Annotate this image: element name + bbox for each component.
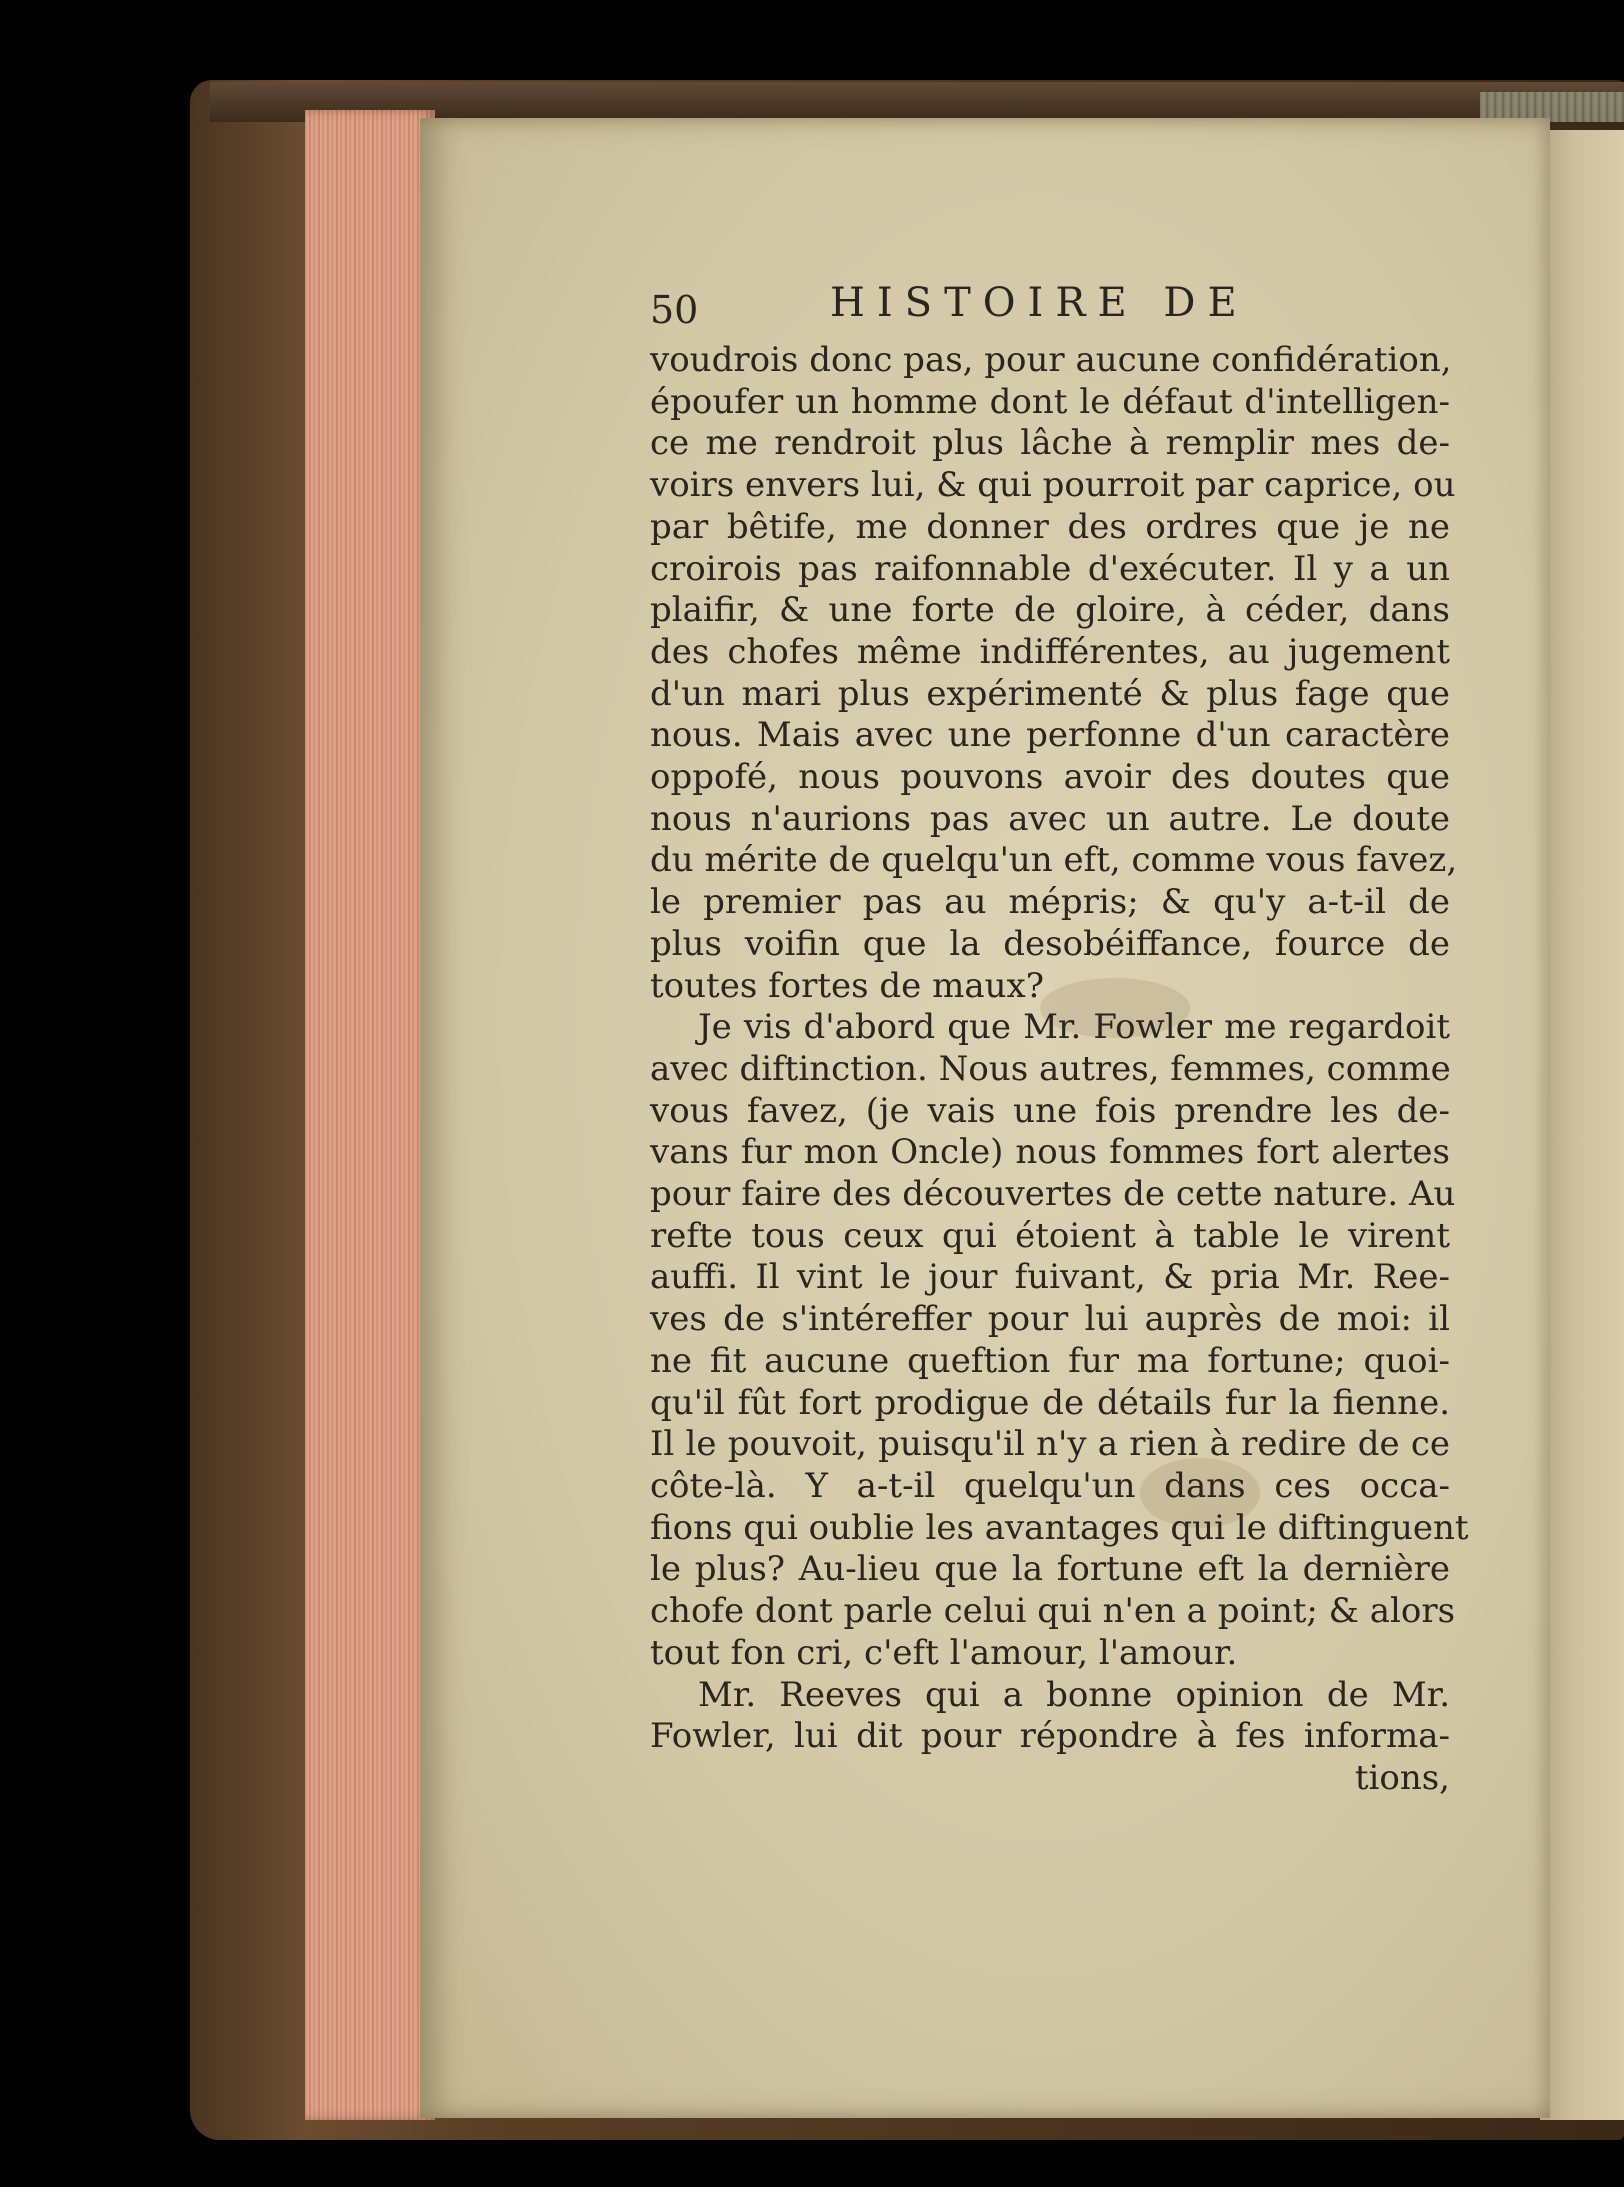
text-line: refte tous ceux qui étoient à table le virent [650, 1215, 1450, 1256]
text-line: fions qui oublie les avantages qui le diftinguent [650, 1507, 1469, 1548]
text-line: le premier pas au mépris; & qu'y a-t-il de [650, 882, 1450, 923]
text-line: Fowler, lui dit pour répondre à fes informa- [650, 1716, 1450, 1757]
facing-page-edge [1540, 130, 1624, 2120]
text-line: d'un mari plus expérimenté & plus fage que [650, 673, 1450, 714]
text-line: du mérite de quelqu'un eft, comme vous favez, [650, 840, 1458, 881]
text-line: auffi. Il vint le jour fuivant, & pria Mr. Ree- [650, 1257, 1450, 1298]
paragraph-start-line: Mr. Reeves qui a bonne opinion de Mr. [698, 1674, 1450, 1715]
text-line: voirs envers lui, & qui pourroit par caprice, ou [650, 465, 1456, 506]
text-line: croirois pas raifonnable d'exécuter. Il y a un [650, 548, 1450, 589]
running-head-title: HISTOIRE DE [830, 280, 1249, 326]
text-line: côte-là. Y a-t-il quelqu'un dans ces occa- [650, 1465, 1450, 1506]
text-line: vous favez, (je vais une fois prendre les de- [650, 1090, 1450, 1131]
text-line: époufer un homme dont le défaut d'intelligen- [650, 381, 1450, 422]
text-line: qu'il fût fort prodigue de détails fur la fienne. [650, 1382, 1450, 1423]
text-line: voudrois donc pas, pour aucune confidération, [650, 340, 1452, 380]
text-line: plus voifin que la desobéiffance, fource de [650, 923, 1450, 964]
text-line: chofe dont parle celui qui n'en a point; & alors [650, 1591, 1456, 1632]
text-line: par bêtife, me donner des ordres que je ne [650, 506, 1450, 547]
text-line: ves de s'intéreffer pour lui auprès de moi: il [650, 1299, 1450, 1340]
running-head [650, 280, 1450, 340]
text-line: tout fon cri, c'eft l'amour, l'amour. [650, 1632, 1238, 1673]
text-line: oppofé, nous pouvons avoir des doutes que [650, 757, 1450, 798]
text-line: avec diftinction. Nous autres, femmes, comme [650, 1048, 1451, 1089]
text-line: le plus? Au-lieu que la fortune eft la dernière [650, 1549, 1450, 1590]
text-line: Il le pouvoit, puisqu'il n'y a rien à redire de ce [650, 1424, 1450, 1465]
text-line: nous n'aurions pas avec un autre. Le doute [650, 798, 1450, 839]
text-line: ce me rendroit plus lâche à remplir mes de- [650, 423, 1450, 464]
text-line: vans fur mon Oncle) nous fommes fort alertes [650, 1132, 1450, 1173]
paragraph-start-line: Je vis d'abord que Mr. Fowler me regardoit [698, 1007, 1450, 1048]
text-line: des chofes même indifférentes, au jugement [650, 631, 1450, 672]
page-text-block [650, 280, 1469, 1800]
text-line: nous. Mais avec une perfonne d'un caractère [650, 715, 1450, 756]
red-page-edges [305, 110, 435, 2120]
text-line: toutes fortes de maux? [650, 965, 1044, 1006]
text-line: ne fit aucune queftion fur ma fortune; quoi- [650, 1340, 1450, 1381]
text-line: pour faire des découvertes de cette nature. Au [650, 1174, 1456, 1215]
page-number: 50 [650, 288, 699, 332]
text-line: plaifir, & une forte de gloire, à céder, dans [650, 590, 1450, 631]
catchword: tions, [1354, 1757, 1450, 1798]
